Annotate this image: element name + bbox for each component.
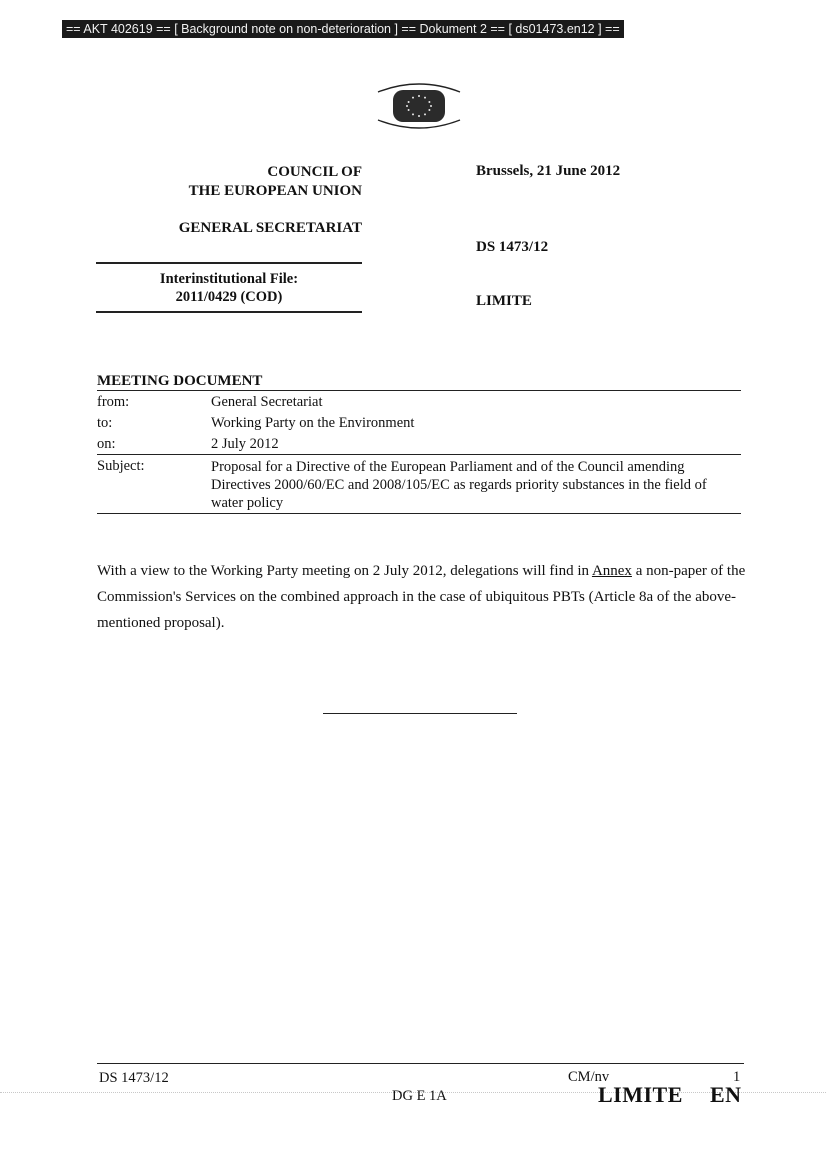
footer-limite: LIMITE bbox=[598, 1082, 683, 1107]
council-line-2: THE EUROPEAN UNION bbox=[188, 183, 362, 199]
body-text-part-1: With a view to the Working Party meeting on 2 July 2012, delegations will find in bbox=[97, 563, 592, 579]
document-stamp-banner: == AKT 402619 == [ Background note on non-deterioration ] == Dokument 2 == [ ds01473.en12 ] == bbox=[62, 20, 624, 38]
document-date: Brussels, 21 June 2012 bbox=[476, 163, 621, 179]
to-value: Working Party on the Environment bbox=[211, 415, 415, 431]
footer-dg: DG E 1A bbox=[392, 1088, 447, 1104]
divider bbox=[96, 311, 362, 313]
eu-council-logo bbox=[376, 80, 462, 130]
from-label: from: bbox=[97, 394, 130, 410]
subject-label: Subject: bbox=[97, 458, 145, 474]
iifile-number: 2011/0429 (COD) bbox=[175, 289, 283, 305]
interinstitutional-file bbox=[96, 270, 362, 306]
divider bbox=[97, 513, 741, 514]
body-paragraph bbox=[97, 558, 747, 636]
annex-link[interactable]: Annex bbox=[591, 563, 632, 579]
from-value: General Secretariat bbox=[211, 394, 323, 410]
classification-label: LIMITE bbox=[476, 293, 532, 309]
divider bbox=[97, 454, 741, 455]
footer-language: EN bbox=[710, 1082, 742, 1107]
council-name bbox=[96, 163, 362, 201]
iifile-label: Interinstitutional File: bbox=[159, 271, 299, 287]
end-rule bbox=[323, 713, 517, 714]
page-number: 1 bbox=[733, 1069, 741, 1085]
divider bbox=[97, 390, 741, 391]
to-label: to: bbox=[97, 415, 113, 431]
document-reference: DS 1473/12 bbox=[476, 239, 549, 255]
on-label: on: bbox=[97, 436, 116, 452]
subject-text: Proposal for a Directive of the European Parliament and of the Council amending Directives 2000/60/EC and 2008/105/EC as regards priority substances in the field of water policy bbox=[211, 459, 707, 511]
footer-divider bbox=[97, 1063, 744, 1064]
footer-doc-ref: DS 1473/12 bbox=[99, 1070, 169, 1086]
general-secretariat: GENERAL SECRETARIAT bbox=[178, 220, 362, 236]
meeting-document-title: MEETING DOCUMENT bbox=[97, 373, 263, 389]
divider bbox=[96, 262, 362, 264]
body-text-part-2: a non-paper of the Commission's Services on the combined approach in the case of ubiquitous PBTs (Article 8a of the above-mentioned proposal). bbox=[97, 563, 746, 631]
on-value: 2 July 2012 bbox=[211, 436, 279, 452]
footer-initials: CM/nv bbox=[568, 1069, 610, 1085]
council-line-1: COUNCIL OF bbox=[267, 164, 362, 180]
